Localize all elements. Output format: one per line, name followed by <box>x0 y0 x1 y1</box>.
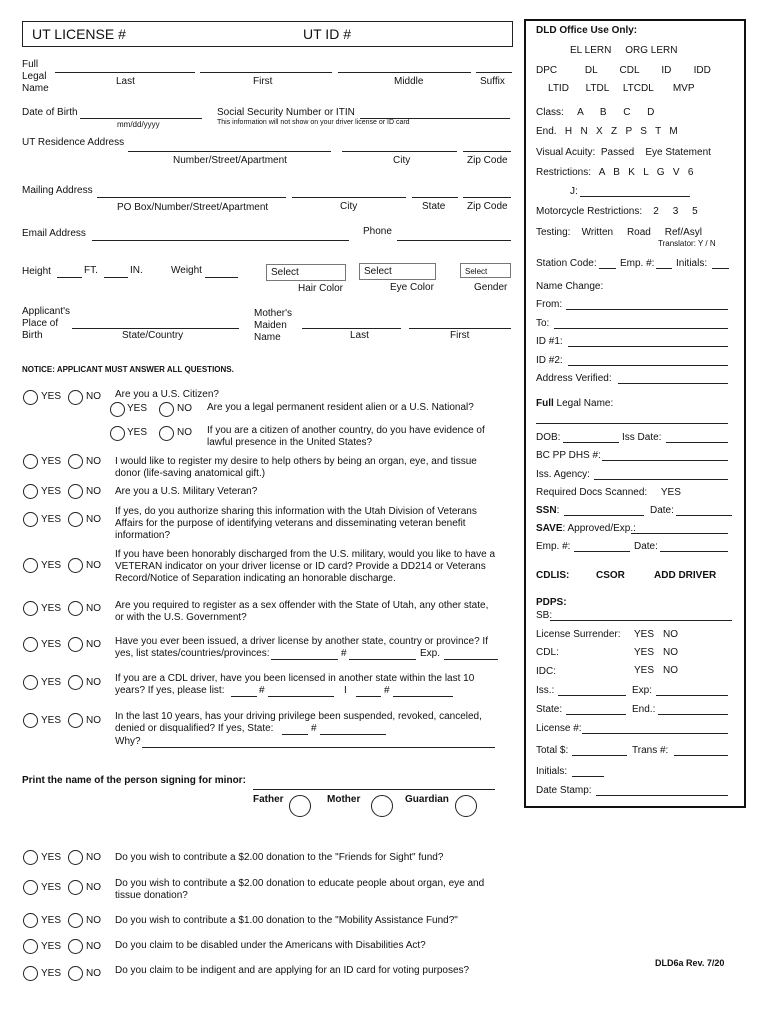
dld-to-field[interactable] <box>554 328 728 329</box>
dld-testing: Testing: Written Road Ref/Asyl <box>536 227 702 238</box>
no-label: NO <box>86 941 101 952</box>
height-ft-field[interactable] <box>57 277 82 278</box>
dld-date-stamp-label: Date Stamp: <box>536 785 592 796</box>
dld-full-legal-name-field[interactable] <box>536 423 728 424</box>
lawful-presence-yes-radio[interactable] <box>110 426 125 441</box>
gender-select[interactable]: Select <box>460 263 511 278</box>
weight-label: Weight <box>171 265 202 276</box>
email-field[interactable] <box>92 240 349 241</box>
no-label: NO <box>86 486 101 497</box>
donor-yes-radio[interactable] <box>23 454 38 469</box>
cdl-state2-field[interactable] <box>356 696 381 697</box>
mailing-street-caption: PO Box/Number/Street/Apartment <box>117 202 269 213</box>
ut-license-label: UT LICENSE # <box>32 26 126 42</box>
dld-ssn-label: SSN: <box>536 505 560 516</box>
dld-ssn-field[interactable] <box>564 515 644 516</box>
father-label: Father <box>253 794 284 805</box>
mother-radio[interactable] <box>371 795 393 817</box>
dld-license-label: License #: <box>536 723 582 734</box>
mobility-no-radio[interactable] <box>68 913 83 928</box>
veteran-question: Are you a U.S. Military Veteran? <box>115 486 258 497</box>
dld-exp-label: Exp: <box>632 685 653 696</box>
suspended-hash: # <box>311 723 317 734</box>
share-no-radio[interactable] <box>68 512 83 527</box>
hair-color-caption: Hair Color <box>298 283 344 294</box>
dld-moto-restrictions: Motorcycle Restrictions: 2 3 5 <box>536 206 698 217</box>
dld-initials-field[interactable] <box>712 268 729 269</box>
mailing-city-field[interactable] <box>292 197 406 198</box>
dld-translator: Translator: Y / N <box>658 239 716 248</box>
residence-city-caption: City <box>393 155 411 166</box>
sight-no-radio[interactable] <box>68 850 83 865</box>
dld-sb-label: SB: <box>536 610 553 621</box>
dld-emp-field[interactable] <box>656 268 672 269</box>
sight-yes-radio[interactable] <box>23 850 38 865</box>
form-id: DLD6a Rev. 7/20 <box>655 958 725 968</box>
dld-id2-field[interactable] <box>568 365 728 366</box>
no-label: NO <box>86 603 101 614</box>
disabled-yes-radio[interactable] <box>23 939 38 954</box>
discharged-no-radio[interactable] <box>68 558 83 573</box>
yes-label: YES <box>41 968 62 979</box>
disabled-question: Do you claim to be disabled under the Americans with Disabilities Act? <box>115 940 426 951</box>
mothers-maiden-name-label: Mother's Maiden Name <box>254 308 293 343</box>
dld-date2-label: Date: <box>634 541 658 552</box>
dld-from-label: From: <box>536 299 563 310</box>
middle-name-field[interactable] <box>338 72 471 73</box>
suffix-caption: Suffix <box>480 76 505 87</box>
middle-caption: Middle <box>394 76 424 87</box>
last-caption: Last <box>116 76 135 87</box>
yes-label: YES <box>41 391 62 402</box>
dld-j-label: J: <box>570 186 578 197</box>
issued-exp-label: Exp. <box>420 648 441 659</box>
disabled-no-radio[interactable] <box>68 939 83 954</box>
issued-exp-field[interactable] <box>444 659 498 660</box>
issued-yes-radio[interactable] <box>23 637 38 652</box>
no-label: NO <box>86 639 101 650</box>
dld-emp2-label: Emp. #: <box>536 541 571 552</box>
residence-label: UT Residence Address <box>22 137 125 148</box>
ft-label: FT. <box>84 265 98 276</box>
resident-yes-radio[interactable] <box>110 402 125 417</box>
cdl-list-label: years? If yes, please list: <box>115 685 225 696</box>
issued-question: Have you ever been issued, a driver license by another state, country or province? If <box>115 636 488 647</box>
dld-dob-label: DOB: <box>536 432 561 443</box>
yes-label: YES <box>41 677 62 688</box>
dld-iss-date-label: Iss Date: <box>622 432 662 443</box>
mailing-street-field[interactable] <box>97 197 286 198</box>
dld-emp-label: Emp. #: <box>620 258 655 269</box>
dld-trans-field[interactable] <box>674 755 728 756</box>
mobility-yes-radio[interactable] <box>23 913 38 928</box>
first-caption: First <box>253 76 273 87</box>
yes-label: YES <box>41 603 62 614</box>
notice-text: NOTICE: APPLICANT MUST ANSWER ALL QUESTIONS. <box>22 365 234 374</box>
citizen-question: Are you a U.S. Citizen? <box>115 389 219 400</box>
dld-cdl-yes: YES <box>634 647 655 658</box>
cdl-state1-field[interactable] <box>231 696 257 697</box>
dld-title: DLD Office Use Only: <box>536 25 638 36</box>
father-radio[interactable] <box>289 795 311 817</box>
dob-label: Date of Birth <box>22 107 78 118</box>
dld-save-label: SAVE: Approved/Exp.: <box>536 523 636 534</box>
yes-label: YES <box>41 486 62 497</box>
indigent-yes-radio[interactable] <box>23 966 38 981</box>
mailing-state-field[interactable] <box>412 197 458 198</box>
suspended-yes-radio[interactable] <box>23 713 38 728</box>
license-id-box <box>22 21 513 47</box>
donor-no-radio[interactable] <box>68 454 83 469</box>
yes-label: YES <box>127 427 148 438</box>
dld-address-verified-label: Address Verified: <box>536 373 612 384</box>
no-label: NO <box>86 882 101 893</box>
suspended-no-radio[interactable] <box>68 713 83 728</box>
dld-id1-label: ID #1: <box>536 336 563 347</box>
first-name-field[interactable] <box>200 72 332 73</box>
yes-label: YES <box>41 915 62 926</box>
ssn-note: This information will not show on your driver license or ID card <box>217 119 410 126</box>
yes-label: YES <box>41 852 62 863</box>
height-label: Height <box>22 266 51 277</box>
dld-class-row: Class: A B C D <box>536 107 655 118</box>
dld-state-label: State: <box>536 704 563 715</box>
mailing-zip-field[interactable] <box>463 197 511 198</box>
dld-surrender-label: License Surrender: <box>536 629 621 640</box>
cdl-hash2: # <box>384 685 390 696</box>
offender-no-radio[interactable] <box>68 601 83 616</box>
dld-state-field[interactable] <box>566 714 626 715</box>
residence-street-field[interactable] <box>128 151 331 152</box>
issued-number-field[interactable] <box>349 659 416 660</box>
weight-field[interactable] <box>205 277 238 278</box>
dob-format: mm/dd/yyyy <box>117 120 160 129</box>
dld-agency-label: Iss. Agency: <box>536 469 590 480</box>
gender-caption: Gender <box>474 282 508 293</box>
dld-cdl-no: NO <box>663 647 678 658</box>
dld-iss-label: Iss.: <box>536 685 555 696</box>
mobility-donation-question: Do you wish to contribute a $1.00 donation to the "Mobility Assistance Fund?" <box>115 915 458 926</box>
dld-cdl-label: CDL: <box>536 647 559 658</box>
minor-signer-field[interactable] <box>253 789 495 790</box>
no-label: NO <box>86 391 101 402</box>
mother-label: Mother <box>327 794 361 805</box>
dld-j-field[interactable] <box>580 196 690 197</box>
residence-city-field[interactable] <box>342 151 457 152</box>
height-in-field[interactable] <box>104 277 128 278</box>
dld-ssn-date-label: Date: <box>650 505 674 516</box>
educate-yes-radio[interactable] <box>23 880 38 895</box>
hair-color-select[interactable]: Select <box>266 264 346 281</box>
residence-zip-caption: Zip Code <box>467 155 508 166</box>
dld-exp-field[interactable] <box>656 695 728 696</box>
cdl-number1-field[interactable] <box>268 696 334 697</box>
discharged-yes-radio[interactable] <box>23 558 38 573</box>
cdl-separator: I <box>344 685 347 696</box>
dld-initials-label: Initials: <box>676 258 708 269</box>
veteran-yes-radio[interactable] <box>23 484 38 499</box>
offender-question: Are you required to register as a sex offender with the State of Utah, any other state, or with the U.S. Government? <box>115 600 489 623</box>
yes-label: YES <box>41 941 62 952</box>
dld-iss-field[interactable] <box>558 695 626 696</box>
no-label: NO <box>86 456 101 467</box>
dld-agency-field[interactable] <box>594 479 728 480</box>
dld-id2-label: ID #2: <box>536 355 563 366</box>
discharged-question: If you have been honorably discharged from the U.S. military, would you like to have a VETERAN indicator on your driver license or ID card? Provide a DD214 or Veterans Record/Notice of Separation indicating an honorable discharge. <box>115 549 496 584</box>
guardian-radio[interactable] <box>455 795 477 817</box>
full-legal-name-label: Full Legal Name <box>22 59 49 94</box>
guardian-label: Guardian <box>405 794 449 805</box>
dld-surrender-yes: YES <box>634 629 655 640</box>
issued-hash: # <box>341 648 347 659</box>
minor-signer-label: Print the name of the person signing for minor: <box>22 775 246 786</box>
dld-pdps-label: PDPS: <box>536 597 567 608</box>
cdl-question: If you are a CDL driver, have you been licensed in another state within the last 10 <box>115 673 475 684</box>
residence-street-caption: Number/Street/Apartment <box>173 155 287 166</box>
no-label: NO <box>177 403 192 414</box>
cdl-hash1: # <box>259 685 265 696</box>
phone-label: Phone <box>363 226 392 237</box>
citizen-yes-radio[interactable] <box>23 390 38 405</box>
veteran-no-radio[interactable] <box>68 484 83 499</box>
dld-to-label: To: <box>536 318 550 329</box>
educate-no-radio[interactable] <box>68 880 83 895</box>
email-label: Email Address <box>22 228 86 239</box>
dld-visual-acuity: Visual Acuity: Passed Eye Statement <box>536 147 711 158</box>
suspended-state-label: denied or disqualified? If yes, State: <box>115 723 274 734</box>
issued-list-label: yes, list states/countries/provinces: <box>115 648 270 659</box>
ssn-label: Social Security Number or ITIN <box>217 107 355 118</box>
no-label: NO <box>86 968 101 979</box>
place-of-birth-field[interactable] <box>72 328 239 329</box>
no-label: NO <box>86 560 101 571</box>
in-label: IN. <box>130 265 143 276</box>
dld-idc-yes: YES <box>634 665 655 676</box>
dld-bcpp-field[interactable] <box>602 460 728 461</box>
yes-label: YES <box>41 514 62 525</box>
yes-label: YES <box>41 639 62 650</box>
dld-save-field[interactable] <box>631 533 728 534</box>
dld-ssn-date-field[interactable] <box>676 515 732 516</box>
donor-question: I would like to register my desire to help others by being an organ, eye, and tissue donor (life-saving anatomical gift.) <box>115 456 477 479</box>
dld-lern-row: EL LERN ORG LERN <box>570 45 678 56</box>
indigent-question: Do you claim to be indigent and are applying for an ID card for voting purposes? <box>115 965 470 976</box>
issued-no-radio[interactable] <box>68 637 83 652</box>
dld-add-driver-label: ADD DRIVER <box>654 570 717 581</box>
offender-yes-radio[interactable] <box>23 601 38 616</box>
eye-color-select[interactable]: Select <box>359 263 436 280</box>
yes-label: YES <box>41 715 62 726</box>
dld-end2-field[interactable] <box>658 714 728 715</box>
dld-station-label: Station Code: <box>536 258 597 269</box>
dld-type-row: DPC DL CDL ID IDD <box>536 65 711 76</box>
suspended-number-field[interactable] <box>320 734 386 735</box>
no-label: NO <box>86 915 101 926</box>
resident-question: Are you a legal permanent resident alien or a U.S. National? <box>207 402 474 413</box>
dld-trans-label: Trans #: <box>632 745 669 756</box>
no-label: NO <box>86 514 101 525</box>
cdl-yes-radio[interactable] <box>23 675 38 690</box>
yes-label: YES <box>41 560 62 571</box>
dld-bcpp-label: BC PP DHS #: <box>536 450 601 461</box>
dld-address-verified-field[interactable] <box>618 383 728 384</box>
cdl-number2-field[interactable] <box>393 696 453 697</box>
mother-first-name-field[interactable] <box>409 328 511 329</box>
no-label: NO <box>86 715 101 726</box>
dld-total-label: Total $: <box>536 745 569 756</box>
dld-end2-label: End.: <box>632 704 656 715</box>
dld-station-field[interactable] <box>599 268 616 269</box>
dld-idc-no: NO <box>663 665 678 676</box>
dld-idc-label: IDC: <box>536 666 556 677</box>
dld-initials2-label: Initials: <box>536 766 568 777</box>
dld-surrender-no: NO <box>663 629 678 640</box>
dld-date-stamp-field[interactable] <box>596 795 728 796</box>
dld-license-field[interactable] <box>582 733 728 734</box>
cdl-no-radio[interactable] <box>68 675 83 690</box>
educate-donation-question: Do you wish to contribute a $2.00 donation to educate people about organ, eye and tissue donation? <box>115 878 485 901</box>
mailing-zip-caption: Zip Code <box>467 201 508 212</box>
no-label: NO <box>86 852 101 863</box>
dld-end-row: End. H N X Z P S T M <box>536 126 678 137</box>
no-label: NO <box>86 677 101 688</box>
yes-label: YES <box>127 403 148 414</box>
dld-iss-date-field[interactable] <box>666 442 728 443</box>
suspended-why-field[interactable] <box>142 747 495 748</box>
mailing-city-caption: City <box>340 201 358 212</box>
dld-total-field[interactable] <box>572 755 627 756</box>
mother-first-caption: First <box>450 330 470 341</box>
citizen-no-radio[interactable] <box>68 390 83 405</box>
yes-label: YES <box>41 456 62 467</box>
suspended-why-label: Why? <box>115 736 141 747</box>
mailing-label: Mailing Address <box>22 185 93 196</box>
dld-id1-field[interactable] <box>568 346 728 347</box>
place-of-birth-label: Applicant's Place of Birth <box>22 306 71 341</box>
dld-date2-field[interactable] <box>660 551 728 552</box>
dld-cdlis-label: CDLIS: <box>536 570 570 581</box>
dld-name-change-label: Name Change: <box>536 281 604 292</box>
eye-color-caption: Eye Color <box>390 282 434 293</box>
mailing-state-caption: State <box>422 201 446 212</box>
share-yes-radio[interactable] <box>23 512 38 527</box>
mother-last-name-field[interactable] <box>302 328 401 329</box>
lawful-presence-question: If you are a citizen of another country, do you have evidence of lawful presence in the United States? <box>207 425 485 448</box>
phone-field[interactable] <box>397 240 511 241</box>
suffix-field[interactable] <box>476 72 512 73</box>
no-label: NO <box>177 427 192 438</box>
dld-dob-field[interactable] <box>563 442 619 443</box>
dld-emp2-field[interactable] <box>574 551 630 552</box>
suspended-question: In the last 10 years, has your driving privilege been suspended, revoked, canceled, <box>115 711 482 722</box>
dld-office-use-box <box>524 19 746 808</box>
dob-field[interactable] <box>80 118 202 119</box>
resident-no-radio[interactable] <box>159 402 174 417</box>
share-question: If yes, do you authorize sharing this information with the Utah Division of Veterans Affairs for the purpose of identifying veterans and disseminating veteran benefit information? <box>115 506 477 541</box>
dld-full-legal-name-label: Full Legal Name: <box>536 398 614 409</box>
dld-initials2-field[interactable] <box>572 776 604 777</box>
dld-lt-row: LTID LTDL LTCDL MVP <box>548 83 695 94</box>
dld-sb-field[interactable] <box>550 620 732 621</box>
issued-states-field[interactable] <box>271 659 338 660</box>
mother-last-caption: Last <box>350 330 369 341</box>
state-country-caption: State/Country <box>122 330 184 341</box>
dld-csor-label: CSOR <box>596 570 625 581</box>
dld-restrictions: Restrictions: A B K L G V 6 <box>536 167 694 178</box>
dld-docs-scanned: Required Docs Scanned: YES <box>536 487 681 498</box>
ut-id-label: UT ID # <box>303 26 351 42</box>
suspended-state-field[interactable] <box>282 734 308 735</box>
yes-label: YES <box>41 882 62 893</box>
dld-from-field[interactable] <box>566 309 728 310</box>
last-name-field[interactable] <box>55 72 195 73</box>
indigent-no-radio[interactable] <box>68 966 83 981</box>
sight-donation-question: Do you wish to contribute a $2.00 donation to the "Friends for Sight" fund? <box>115 852 444 863</box>
lawful-presence-no-radio[interactable] <box>159 426 174 441</box>
residence-zip-field[interactable] <box>463 151 511 152</box>
